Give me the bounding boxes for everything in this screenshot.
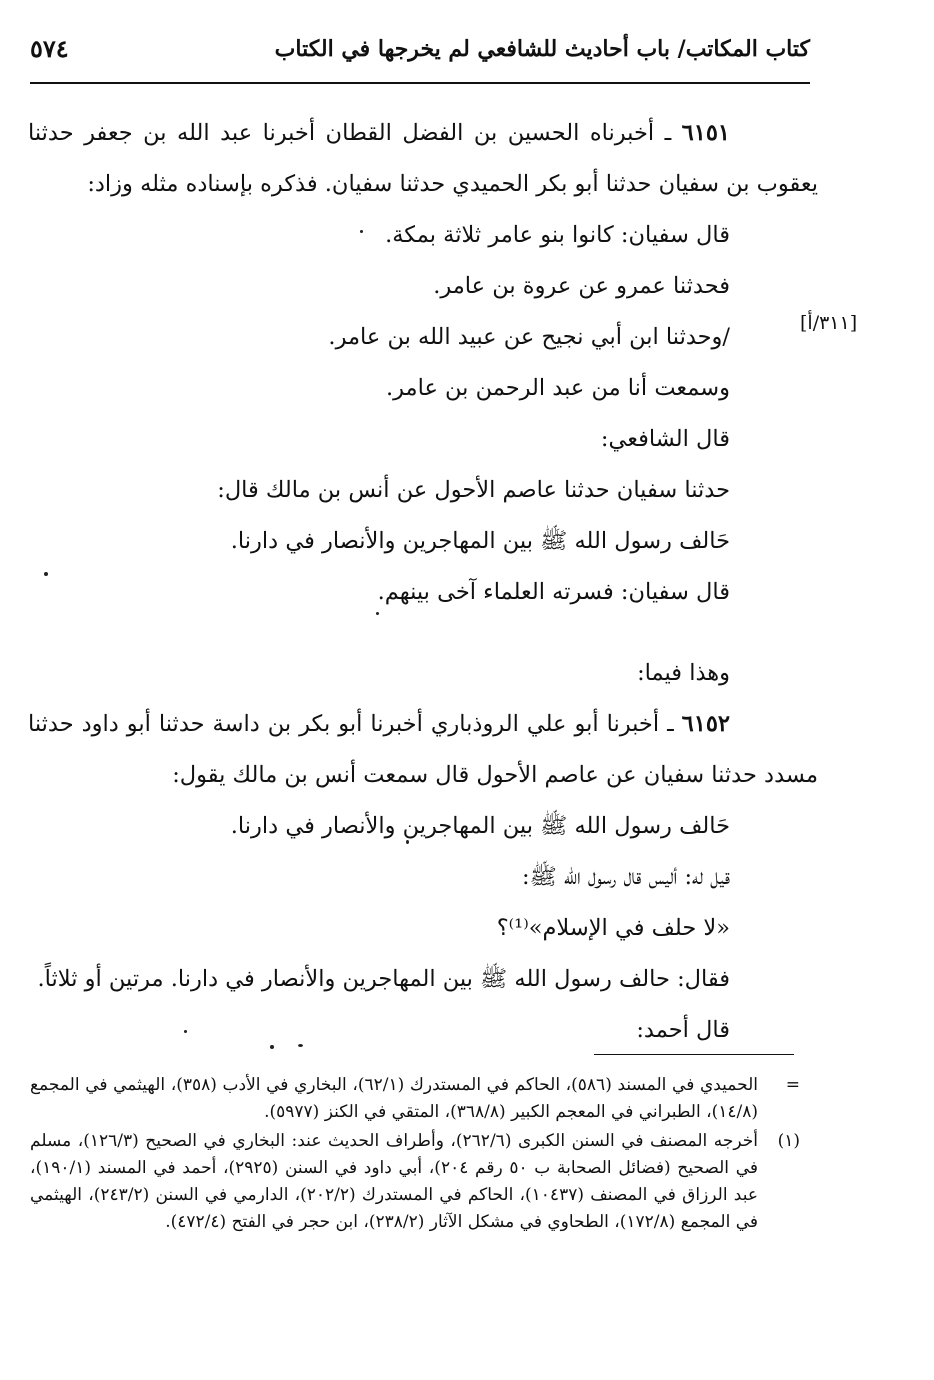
text-line: فحدثنا عمرو عن عروة بن عامر. (433, 273, 730, 299)
text-line: «لا حلف في الإسلام»⁽¹⁾؟ (496, 915, 730, 941)
hadith-6151 (28, 108, 818, 210)
hadith-isnad: ـ أخبرنا أبو علي الروذباري أخبرنا أبو بكر بن داسة حدثنا أبو داود حدثنا مسدد حدثنا سفيان عن عاصم الأحول قال سمعت أنس بن مالك يقول: (28, 711, 818, 788)
text-line: قال سفيان: كانوا بنو عامر ثلاثة بمكة. (385, 222, 730, 248)
footnote-marker: = (785, 1075, 800, 1095)
hadith-6152 (28, 699, 818, 801)
text-line: فقال: حالف رسول الله ﷺ بين المهاجرين والأنصار في دارنا. مرتين أو ثلاثاً. (37, 966, 730, 992)
main-text (28, 108, 818, 1056)
text-line: قال أحمد: (636, 1017, 730, 1043)
header-rule (30, 82, 810, 84)
footnote-separator (594, 1054, 794, 1055)
text-line: وسمعت أنا من عبد الرحمن بن عامر. (385, 375, 730, 401)
text-line: حدثنا سفيان حدثنا عاصم الأحول عن أنس بن مالك قال: (217, 477, 730, 503)
paragraph-gap (28, 618, 818, 648)
scan-speck (184, 1030, 187, 1033)
hadith-number: ٦١٥٢ (681, 711, 730, 737)
hadith-isnad: ـ أخبرناه الحسين بن الفضل القطان أخبرنا عبد الله بن جعفر حدثنا يعقوب بن سفيان حدثنا أبو بكر الحميدي حدثنا سفيان. فذكره بإسناده مثله وزاد: (28, 120, 818, 197)
running-title: كتاب المكاتب/ باب أحاديث للشافعي لم يخرجها في الكتاب (274, 36, 810, 62)
footnote-continued (30, 1072, 800, 1126)
text-line: /وحدثنا ابن أبي نجيح عن عبيد الله بن عامر. (328, 324, 730, 350)
footnote-1 (30, 1128, 800, 1236)
scan-speck (44, 572, 48, 576)
page-header (30, 30, 810, 78)
manuscript-folio-marker: [٣١١/أ] (800, 312, 858, 334)
scan-speck (298, 1044, 303, 1047)
scan-speck (406, 840, 409, 844)
text-line: وهذا فيما: (637, 660, 730, 686)
text-line: قال الشافعي: (600, 426, 730, 452)
scan-speck (360, 230, 363, 233)
footnote-marker: (١) (777, 1131, 800, 1151)
text-line: قال سفيان: فسرته العلماء آخى بينهم. (377, 579, 730, 605)
scan-speck (270, 1045, 274, 1049)
hadith-number: ٦١٥١ (681, 120, 730, 146)
text-line: حَالف رسول الله ﷺ بين المهاجرين والأنصار في دارنا. (230, 813, 730, 839)
scan-speck (376, 612, 379, 615)
text-line: حَالف رسول الله ﷺ بين المهاجرين والأنصار في دارنا. (230, 528, 730, 554)
page-number: ٥٧٤ (30, 34, 69, 63)
footnotes (30, 1072, 800, 1238)
footnote-text: الحميدي في المسند (٥٨٦)، الحاكم في المستدرك (٦٢/١)، البخاري في الأدب (٣٥٨)، الهيثمي في المجمع (١٤/٨)، الطبراني في المعجم الكبير (٣٦٨/٨)، المتقي في الكنز (٥٩٧٧). (30, 1075, 759, 1122)
text-line: قيل له: أليس قال رسول الله ﷺ: (522, 864, 730, 890)
footnote-text: أخرجه المصنف في السنن الكبرى (٢٦٢/٦)، وأطراف الحديث عند: البخاري في الصحيح (١٢٦/٣)، مسلم في الصحيح (فضائل الصحابة ب ٥٠ رقم ٢٠٤)، أبي داود في السنن (٢٩٢٥)، أحمد في المسند (١٩٠/١)، عبد الرزاق في المصنف (١٠٤٣٧)، الحاكم في المستدرك (٢٠٢/٢)، الدارمي في السنن (٢٤٣/٢)، الهيثمي في المجمع (١٧٢/٨)، الطحاوي في مشكل الآثار (٢٣٨/٢)، ابن حجر في الفتح (٤٧٢/٤). (30, 1131, 758, 1232)
